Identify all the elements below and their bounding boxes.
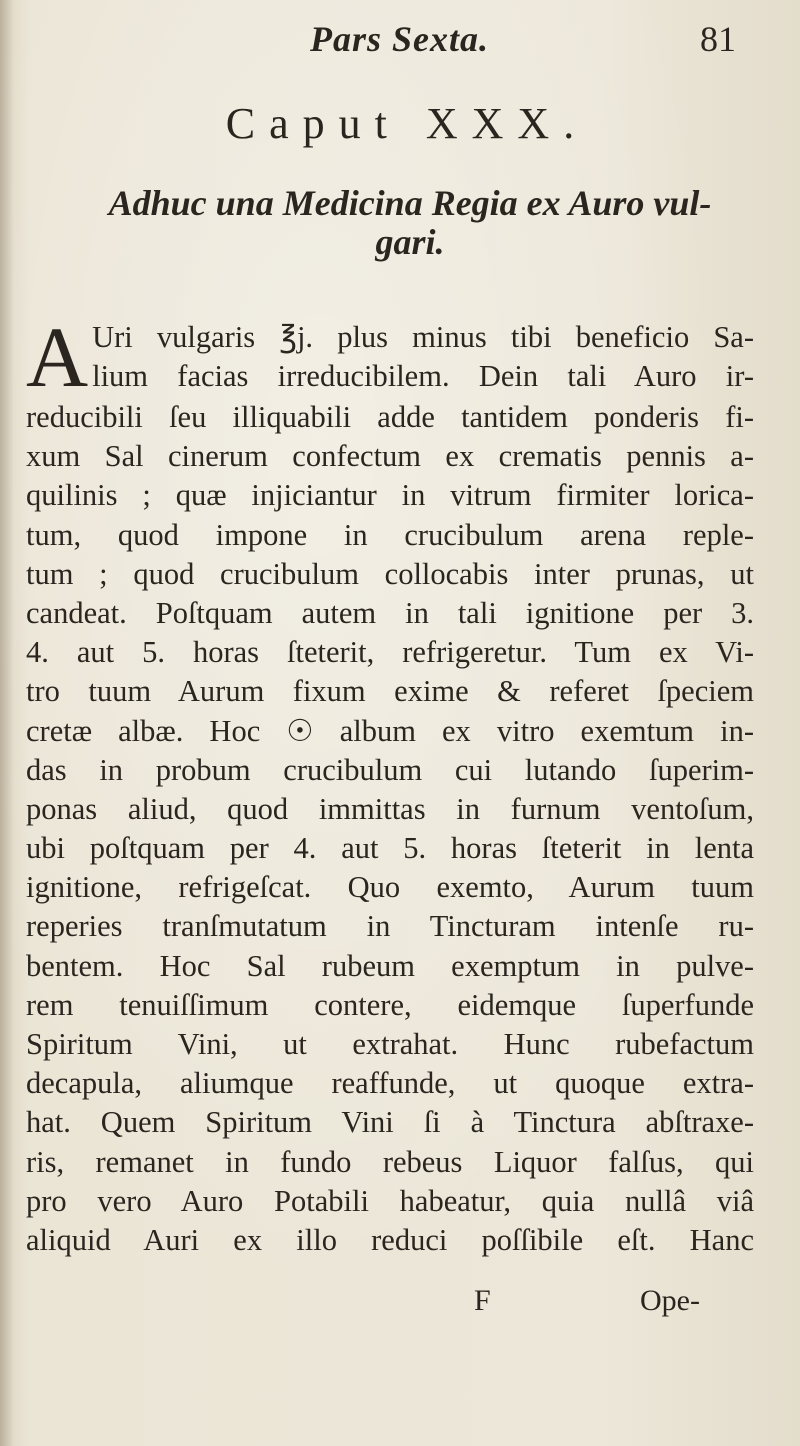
text-line: tro tuum Aurum fixum exime & referet ſpeciem	[26, 674, 754, 709]
text-line: ris, remanet in fundo rebeus Liquor falſus, qui	[26, 1144, 754, 1179]
text-line: Uri vulgaris ℥j. plus minus tibi beneficio Sa-	[92, 320, 754, 354]
gutter-shadow	[0, 0, 14, 1446]
chapter-subtitle-line-1: Adhuc una Medicina Regia ex Auro vul-	[108, 183, 712, 223]
text-line: aliquid Auri ex illo reduci poſſibile eſt. Hanc	[26, 1222, 754, 1257]
text-line: xum Sal cinerum confectum ex crematis pennis a-	[26, 439, 754, 474]
body-text	[26, 318, 754, 1260]
text-line: reducibili ſeu illiquabili adde tantidem ponderis fi-	[26, 400, 754, 434]
text-line: das in probum crucibulum cui lutando ſuperim-	[26, 752, 754, 787]
text-line: hat. Quem Spiritum Vini ſi à Tinctura abſtraxe-	[26, 1105, 754, 1140]
signature-mark: F	[474, 1284, 491, 1317]
catchword: Ope-	[640, 1284, 700, 1317]
text-line: bentem. Hoc Sal rubeum exemptum in pulve-	[26, 948, 754, 983]
page-number: 81	[700, 19, 736, 59]
drop-cap: A	[26, 318, 89, 398]
text-line: ignitione, refrigeſcat. Quo exemto, Aurum tuum	[26, 870, 754, 905]
text-line: reperies tranſmutatum in Tincturam intenſe ru-	[26, 909, 754, 944]
text-line: Spiritum Vini, ut extrahat. Hunc rubefactum	[26, 1027, 754, 1061]
opening-paragraph	[26, 318, 754, 398]
text-line: decapula, aliumque reaffunde, ut quoque extra-	[26, 1066, 754, 1101]
text-line: lium facias irreducibilem. Dein tali Auro ir-	[92, 359, 754, 394]
chapter-heading: Caput XXX.	[225, 99, 589, 148]
text-line: pro vero Auro Potabili habeatur, quia nullâ viâ	[26, 1183, 754, 1218]
text-line: ponas aliud, quod immittas in furnum ventoſum,	[26, 791, 754, 826]
text-line: cretæ albæ. Hoc ☉ album ex vitro exemtum in-	[26, 713, 754, 748]
chapter-subtitle-line-2: gari.	[375, 222, 445, 263]
text-line: tum ; quod crucibulum collocabis inter prunas, ut	[26, 556, 754, 591]
text-line: 4. aut 5. horas ſteterit, refrigeretur. Tum ex Vi-	[26, 635, 754, 670]
text-line: quilinis ; quæ injiciantur in vitrum firmiter lorica-	[26, 478, 754, 513]
running-head	[0, 12, 800, 62]
running-title: Pars Sexta.	[310, 19, 490, 59]
text-line: ubi poſtquam per 4. aut 5. horas ſteterit in lenta	[26, 831, 754, 866]
chapter-subtitle	[90, 178, 730, 263]
text-line: rem tenuiſſimum contere, eidemque ſuperfunde	[26, 987, 754, 1022]
page-footer	[0, 1284, 800, 1324]
text-line: tum, quod impone in crucibulum arena reple-	[26, 517, 754, 552]
text-line: candeat. Poſtquam autem in tali ignitione per 3.	[26, 595, 754, 630]
